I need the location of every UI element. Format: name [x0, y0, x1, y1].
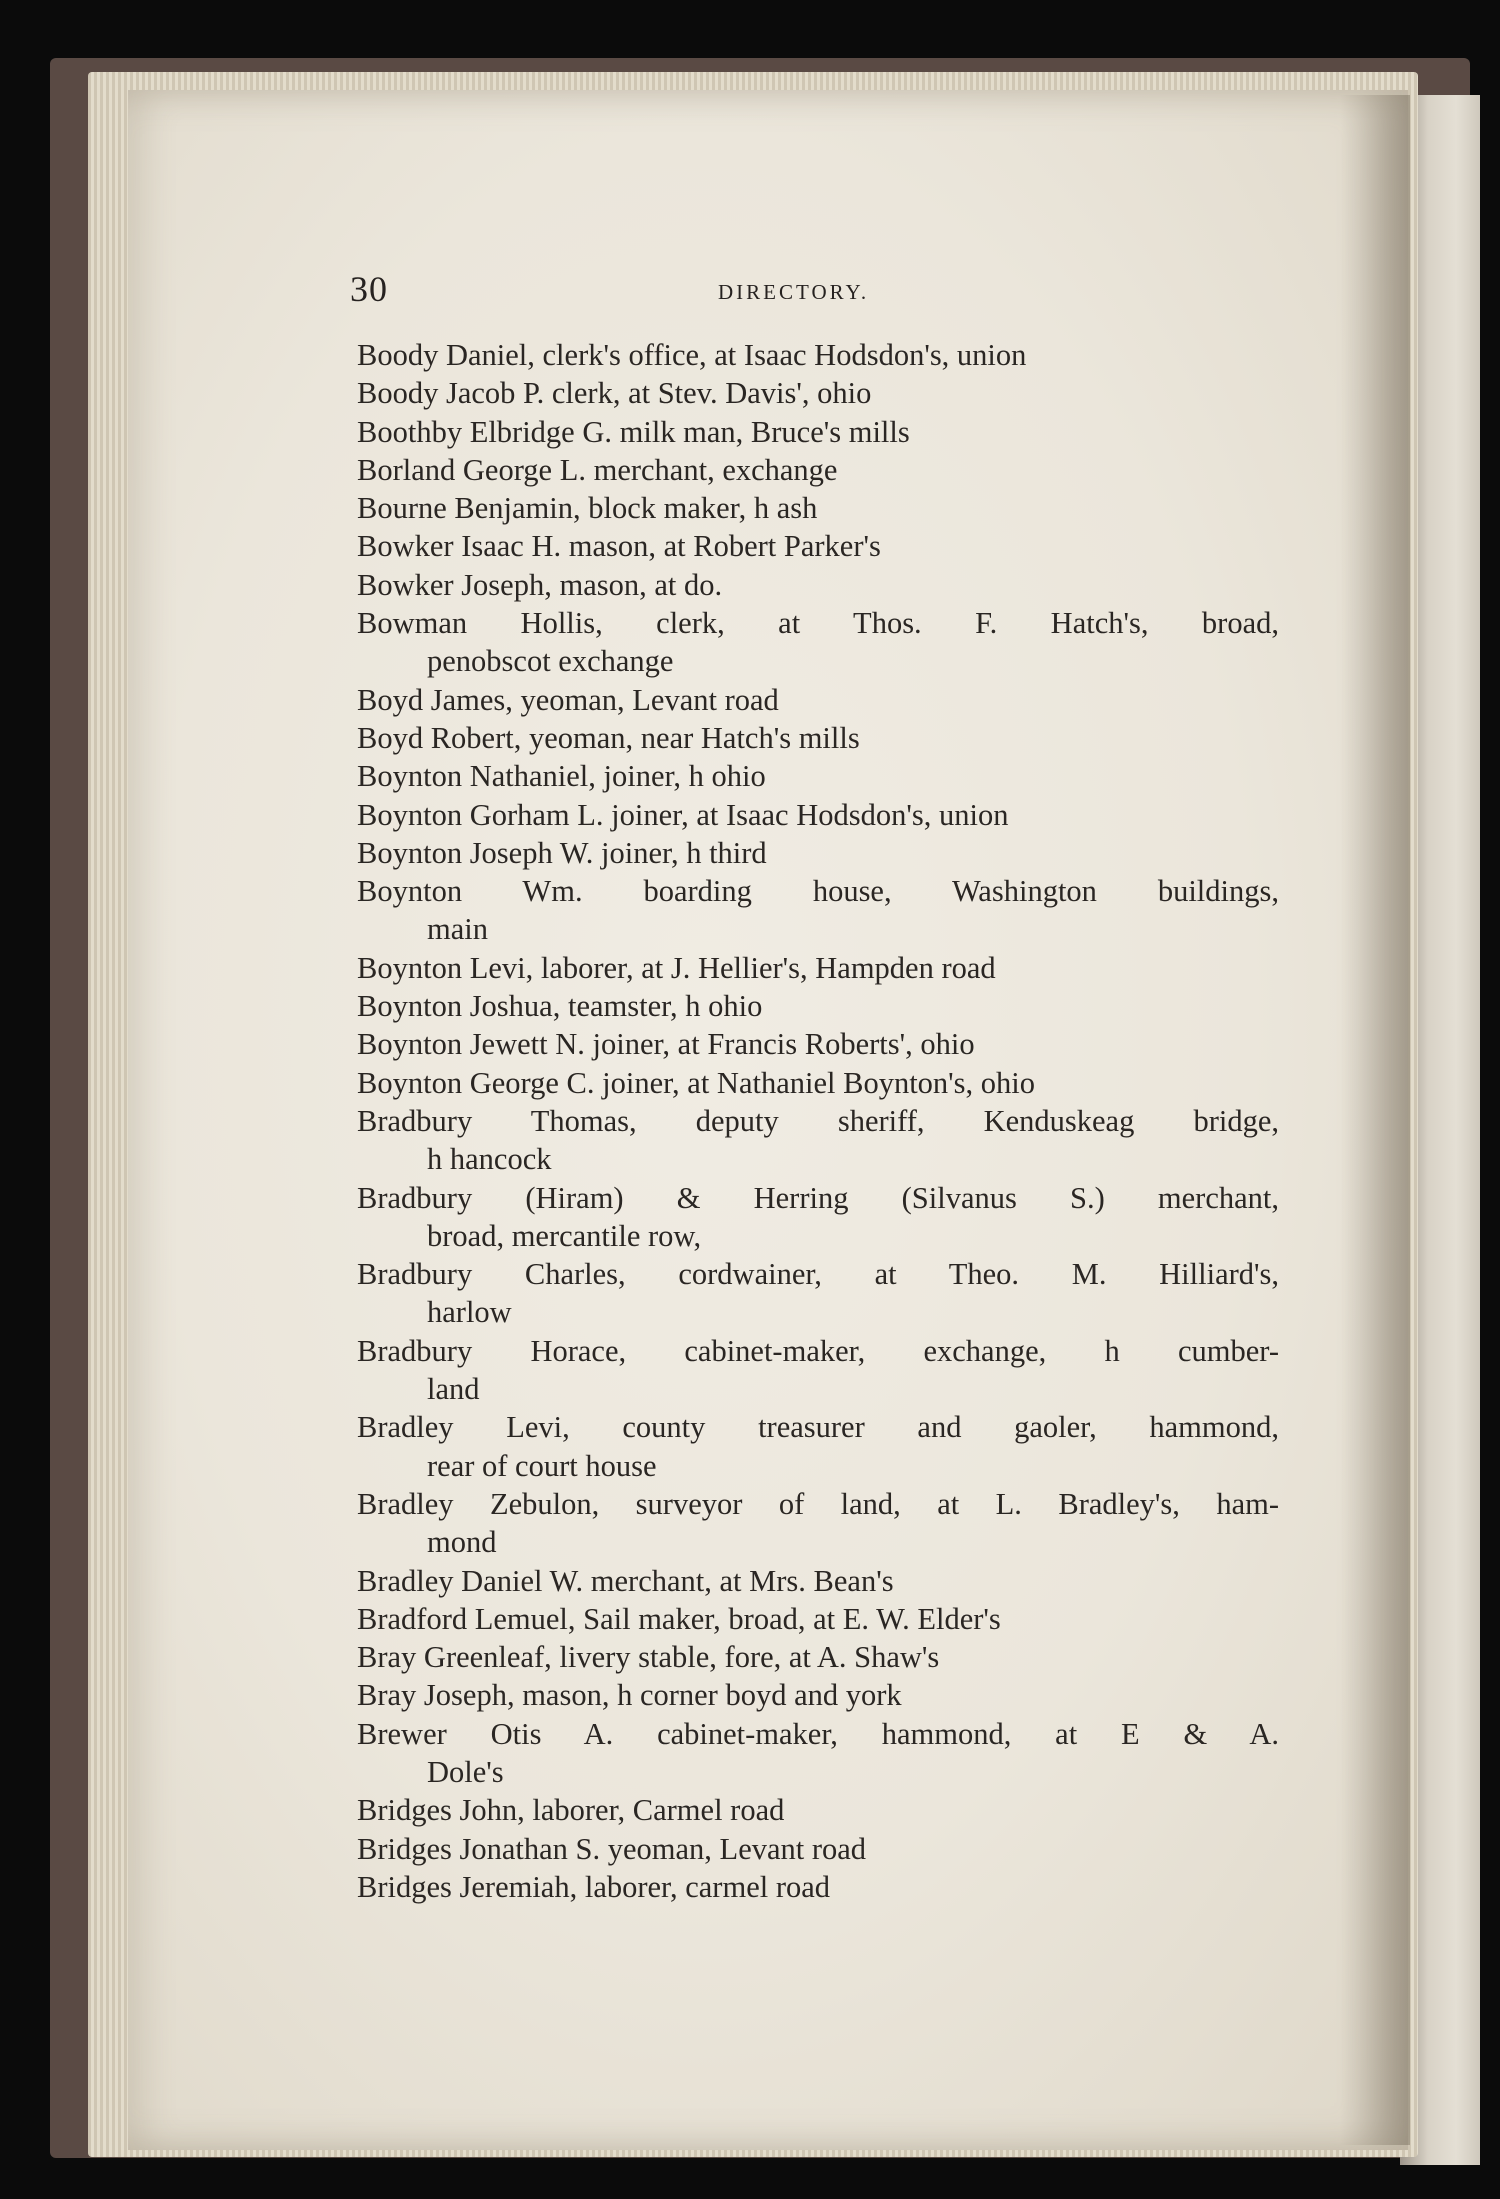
- entry-continuation-line: rear of court house: [427, 1448, 657, 1483]
- directory-entry: [357, 1485, 1279, 1562]
- entry-line: Boynton Nathaniel, joiner, h ohio: [357, 759, 766, 794]
- entry-line: Bradbury Charles, cordwainer, at Theo. M. Hilliard's,: [357, 1257, 1279, 1292]
- entry-continuation-line: h hancock: [427, 1142, 552, 1177]
- entry-line: Boody Daniel, clerk's office, at Isaac Hodsdon's, union: [357, 338, 1027, 372]
- directory-entry: [357, 834, 1279, 872]
- directory-entry: [357, 1676, 1279, 1714]
- entry-line: Boynton Joshua, teamster, h ohio: [357, 989, 763, 1024]
- directory-entry: [357, 489, 1279, 527]
- directory-entry: [357, 757, 1279, 795]
- entry-line: Bowman Hollis, clerk, at Thos. F. Hatch's, broad,: [357, 606, 1279, 641]
- running-title: DIRECTORY.: [718, 280, 870, 304]
- entry-continuation-line: harlow: [427, 1295, 512, 1330]
- entry-line: Bridges John, laborer, Carmel road: [357, 1793, 785, 1828]
- directory-entry: [357, 1638, 1279, 1676]
- entry-line: Bowker Joseph, mason, at do.: [357, 567, 723, 602]
- directory-entry: [357, 1868, 1279, 1906]
- directory-entry: [357, 681, 1279, 719]
- entry-line: Boyd Robert, yeoman, near Hatch's mills: [357, 720, 860, 755]
- entry-line: Bradford Lemuel, Sail maker, broad, at E. W. Elder's: [357, 1601, 1001, 1636]
- entry-line: Boynton Jewett N. joiner, at Francis Roberts', ohio: [357, 1027, 975, 1062]
- directory-entry: [357, 1600, 1279, 1638]
- entry-line: Boynton Levi, laborer, at J. Hellier's, Hampden road: [357, 950, 996, 985]
- directory-entry: [357, 451, 1279, 489]
- gutter-shadow: [1340, 95, 1410, 2145]
- entry-continuation-line: broad, mercantile row,: [427, 1218, 702, 1253]
- directory-entry: [357, 527, 1279, 565]
- directory-entry: [357, 1025, 1279, 1063]
- directory-entry: [357, 796, 1279, 834]
- entry-line: Bradbury Horace, cabinet-maker, exchange, h cumber-: [357, 1333, 1279, 1368]
- directory-entry: [357, 1715, 1279, 1792]
- entry-line: Bridges Jeremiah, laborer, carmel road: [357, 1869, 831, 1904]
- directory-entry: [357, 336, 1279, 374]
- directory-entry: [357, 949, 1279, 987]
- entry-line: Bray Joseph, mason, h corner boyd and york: [357, 1678, 902, 1713]
- directory-entry: [357, 1830, 1279, 1868]
- entry-line: Boody Jacob P. clerk, at Stev. Davis', ohio: [357, 376, 872, 411]
- page-number: 30: [350, 269, 388, 309]
- entry-line: Bridges Jonathan S. yeoman, Levant road: [357, 1831, 867, 1866]
- directory-entry: [357, 1562, 1279, 1600]
- directory-entry: [357, 872, 1279, 949]
- entry-line: Bray Greenleaf, livery stable, fore, at A. Shaw's: [357, 1640, 940, 1675]
- entry-line: Bradley Daniel W. merchant, at Mrs. Bean's: [357, 1563, 894, 1598]
- entry-line: Boynton George C. joiner, at Nathaniel Boynton's, ohio: [357, 1065, 1036, 1100]
- page-header: [350, 268, 1310, 308]
- directory-entry: [357, 1064, 1279, 1102]
- entry-line: Bradley Levi, county treasurer and gaoler, hammond,: [357, 1410, 1279, 1445]
- directory-entry: [357, 1408, 1279, 1485]
- entry-continuation-line: main: [427, 912, 488, 947]
- directory-entry: [357, 1179, 1279, 1256]
- entry-line: Borland George L. merchant, exchange: [357, 452, 838, 487]
- entry-continuation-line: penobscot exchange: [427, 644, 674, 679]
- entry-line: Bowker Isaac H. mason, at Robert Parker's: [357, 529, 881, 564]
- directory-entry: [357, 374, 1279, 412]
- directory-entry: [357, 1791, 1279, 1829]
- entry-line: Bradbury Thomas, deputy sheriff, Kenduskeag bridge,: [357, 1103, 1279, 1138]
- directory-entry: [357, 1255, 1279, 1332]
- entry-continuation-line: Dole's: [427, 1754, 504, 1789]
- directory-entry: [357, 987, 1279, 1025]
- entry-line: Bourne Benjamin, block maker, h ash: [357, 491, 818, 526]
- entry-line: Bradley Zebulon, surveyor of land, at L. Bradley's, ham-: [357, 1486, 1279, 1521]
- entry-line: Bradbury (Hiram) & Herring (Silvanus S.) merchant,: [357, 1180, 1279, 1215]
- entry-continuation-line: land: [427, 1372, 480, 1407]
- directory-entry: [357, 1102, 1279, 1179]
- entry-line: Boynton Gorham L. joiner, at Isaac Hodsdon's, union: [357, 797, 1009, 832]
- directory-entry: [357, 604, 1279, 681]
- entry-line: Boynton Wm. boarding house, Washington buildings,: [357, 874, 1279, 909]
- directory-entry: [357, 566, 1279, 604]
- entry-continuation-line: mond: [427, 1525, 497, 1560]
- directory-entry: [357, 719, 1279, 757]
- entry-line: Boyd James, yeoman, Levant road: [357, 682, 779, 717]
- directory-entries: [357, 336, 1279, 1906]
- entry-line: Boynton Joseph W. joiner, h third: [357, 835, 767, 870]
- entry-line: Brewer Otis A. cabinet-maker, hammond, at E & A.: [357, 1716, 1279, 1751]
- directory-entry: [357, 1332, 1279, 1409]
- directory-entry: [357, 413, 1279, 451]
- entry-line: Boothby Elbridge G. milk man, Bruce's mills: [357, 414, 910, 449]
